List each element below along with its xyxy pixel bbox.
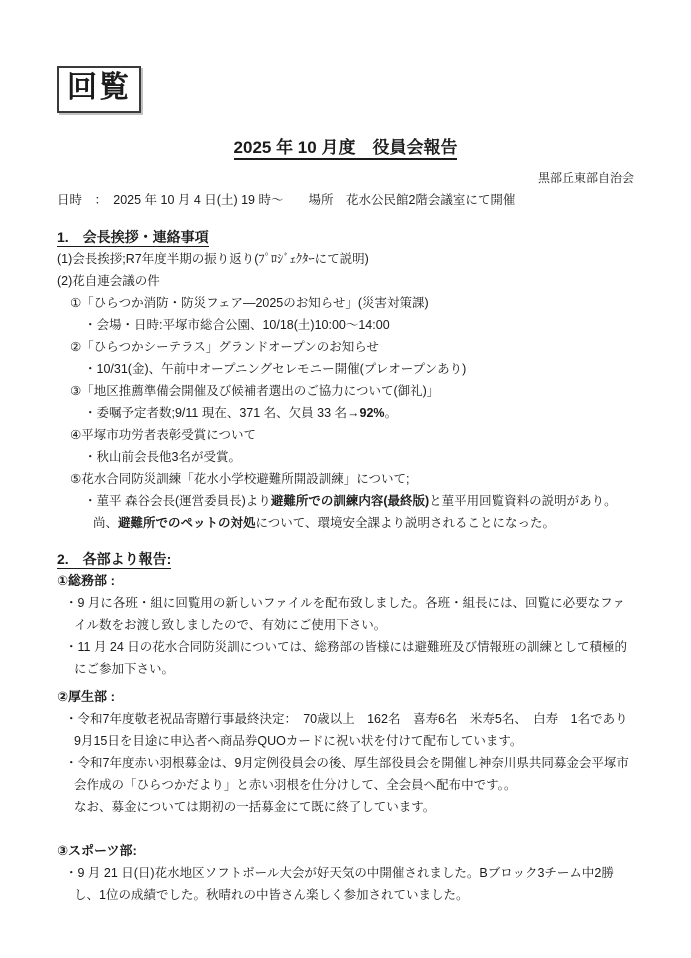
document-title bbox=[57, 133, 634, 158]
circulation-stamp: 回覧 bbox=[57, 66, 141, 113]
sub5-detail-ending: について、環境安全課より説明されることになった。 bbox=[255, 515, 556, 530]
section1-sub5: ⑤花水合同防災訓練「花水小学校避難所開設訓練」について; bbox=[70, 471, 410, 486]
section1-item1: (1)会長挨拶;R7年度半期の振り返り(ﾌﾟﾛｼﾞｪｸﾀｰにて説明) bbox=[57, 251, 369, 266]
welfare-bullet2-note: なお、募金については期初の一括募金にて既に終了しています。 bbox=[74, 799, 436, 814]
section1-heading bbox=[57, 226, 634, 248]
dept-general-affairs-heading: ①総務部 : bbox=[57, 572, 115, 588]
sub3-detail-percentage: 92% bbox=[359, 405, 385, 420]
section1-sub2: ②「ひらつかシーテラス」グランドオープンのお知らせ bbox=[70, 339, 379, 354]
section1-sub2-detail: ・10/31(金)、午前中オープニングセレモニー開催(プレオープンあり) bbox=[84, 361, 467, 376]
general-affairs-bullet2: ・11 月 24 日の花水合同防災訓については、総務部の皆様には避難班及び情報班の訓練として積極的にご参加下さい。 bbox=[65, 639, 628, 676]
document-title-text: 2025 年 10 月度 役員会報告 bbox=[234, 138, 458, 160]
section1-sub4: ④平塚市功労者表彰受賞について bbox=[70, 427, 256, 442]
general-affairs-bullet1: ・9 月に各班・組に回覧用の新しいファイルを配布致しました。各班・組長には、回覧に必要なファイル数をお渡し致しましたので、有効にご使用下さい。 bbox=[65, 595, 625, 632]
section1-sub3-detail bbox=[84, 402, 634, 424]
section2-heading-text: 2. 各部より報告: bbox=[57, 550, 172, 567]
sub5-detail-training-content: 避難所での訓練内容(最終版) bbox=[270, 493, 430, 508]
section2-heading bbox=[57, 548, 634, 570]
sub5-detail-middle: と菫平用回覧資料の説明があり。尚、 bbox=[93, 493, 617, 530]
sub3-detail-text: ・委嘱予定者数;9/11 現在、371 名、欠員 33 名→ bbox=[84, 405, 360, 420]
welfare-bullet1: ・令和7年度敬老祝品寄贈行事最終決定： 70歳以上 162名 喜寿6名 米寿5名、 白寿 1名であり9月15日を目途に申込者へ商品券QUOカードに祝い状を付けて配布しています。 bbox=[65, 711, 628, 748]
dept-welfare-heading: ②厚生部 : bbox=[57, 688, 115, 704]
dept-sports-heading: ③スポーツ部: bbox=[57, 842, 137, 858]
sports-bullet1: ・9 月 21 日(日)花水地区ソフトボール大会が好天気の中開催されました。Bブロック3チーム中2勝し、1位の成績でした。秋晴れの中皆さん楽しく参加されていました。 bbox=[65, 865, 614, 902]
section1-sub1: ①「ひらつか消防・防災フェア―2025のお知らせ」(災害対策課) bbox=[70, 295, 429, 310]
section1-sub3: ③「地区推薦準備会開催及び候補者選出のご協力について(御礼)」 bbox=[70, 383, 440, 398]
section1-heading-text: 1. 会長挨拶・連絡事項 bbox=[57, 228, 209, 245]
sub5-detail-intro: ・菫平 森谷会長(運営委員長)より bbox=[84, 493, 271, 508]
welfare-bullet2: ・令和7年度赤い羽根募金は、9月定例役員会の後、厚生部役員会を開催し神奈川県共同募金会平塚市会作成の「ひらつかだより」と赤い羽根を仕分けして、全会員へ配布中です。。 bbox=[65, 755, 629, 792]
section1-sub1-detail: ・会場・日時:平塚市総合公園、10/18(土)10:00～14:00 bbox=[84, 317, 390, 332]
sub5-detail-pet-handling: 避難所でのペットの対処 bbox=[118, 515, 256, 530]
section1-item2: (2)花自連会議の件 bbox=[57, 273, 160, 288]
datetime-place-line: 日時 ： 2025 年 10 月 4 日(土) 19 時～ 場所 花水公民館2階会議室にて開催 bbox=[57, 192, 516, 207]
organization-name: 黒部丘東部自治会 bbox=[537, 170, 634, 185]
section1-sub5-detail bbox=[84, 490, 634, 534]
stamp-row bbox=[57, 66, 634, 113]
section1-sub4-detail: ・秋山前会長他3名が受賞。 bbox=[84, 449, 241, 464]
sub3-detail-period: 。 bbox=[384, 405, 398, 420]
